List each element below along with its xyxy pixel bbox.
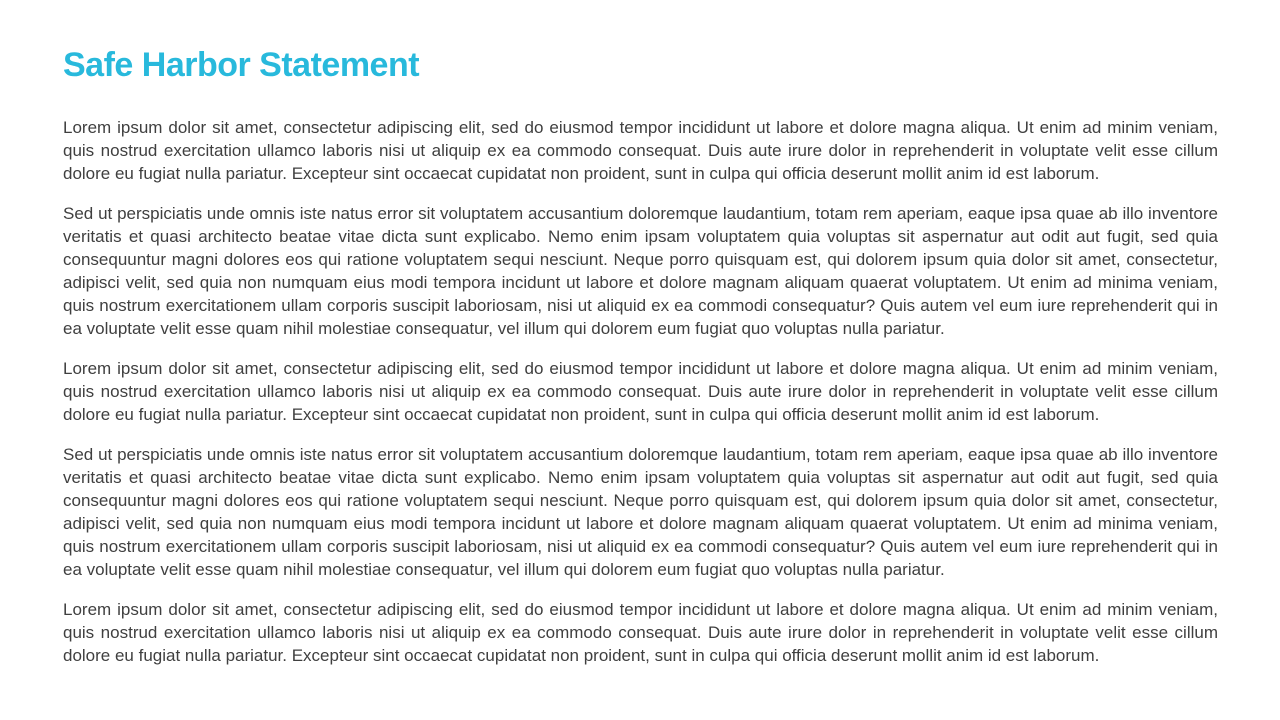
body-paragraph-2: Sed ut perspiciatis unde omnis iste natus error sit voluptatem accusantium doloremque laudantium, totam rem aperiam, eaque ipsa quae ab illo inventore veritatis et quasi architecto beatae vitae dicta sunt explicabo. Nemo enim ipsam voluptatem quia voluptas sit aspernatur aut odit aut fugit, sed quia consequuntur magni dolores eos qui ratione voluptatem sequi nesciunt. Neque porro quisquam est, qui dolorem ipsum quia dolor sit amet, consectetur, adipisci velit, sed quia non numquam eius modi tempora incidunt ut labore et dolore magnam aliquam quaerat voluptatem. Ut enim ad minima veniam, quis nostrum exercitationem ullam corporis suscipit laboriosam, nisi ut aliquid ex ea commodi consequatur? Quis autem vel eum iure reprehenderit qui in ea voluptate velit esse quam nihil molestiae consequatur, vel illum qui dolorem eum fugiat quo voluptas nulla pariatur. [63,204,1218,338]
body-paragraph-1: Lorem ipsum dolor sit amet, consectetur adipiscing elit, sed do eiusmod tempor incididunt ut labore et dolore magna aliqua. Ut enim ad minim veniam, quis nostrud exercitation ullamco laboris nisi ut aliquip ex ea commodo consequat. Duis aute irure dolor in reprehenderit in voluptate velit esse cillum dolore eu fugiat nulla pariatur. Excepteur sint occaecat cupidatat non proident, sunt in culpa qui officia deserunt mollit anim id est laborum. [63,118,1218,183]
slide-body-text [63,116,1218,667]
body-paragraph-4: Sed ut perspiciatis unde omnis iste natus error sit voluptatem accusantium doloremque laudantium, totam rem aperiam, eaque ipsa quae ab illo inventore veritatis et quasi architecto beatae vitae dicta sunt explicabo. Nemo enim ipsam voluptatem quia voluptas sit aspernatur aut odit aut fugit, sed quia consequuntur magni dolores eos qui ratione voluptatem sequi nesciunt. Neque porro quisquam est, qui dolorem ipsum quia dolor sit amet, consectetur, adipisci velit, sed quia non numquam eius modi tempora incidunt ut labore et dolore magnam aliquam quaerat voluptatem. Ut enim ad minima veniam, quis nostrum exercitationem ullam corporis suscipit laboriosam, nisi ut aliquid ex ea commodi consequatur? Quis autem vel eum iure reprehenderit qui in ea voluptate velit esse quam nihil molestiae consequatur, vel illum qui dolorem eum fugiat quo voluptas nulla pariatur. [63,445,1218,579]
body-paragraph-3: Lorem ipsum dolor sit amet, consectetur adipiscing elit, sed do eiusmod tempor incididunt ut labore et dolore magna aliqua. Ut enim ad minim veniam, quis nostrud exercitation ullamco laboris nisi ut aliquip ex ea commodo consequat. Duis aute irure dolor in reprehenderit in voluptate velit esse cillum dolore eu fugiat nulla pariatur. Excepteur sint occaecat cupidatat non proident, sunt in culpa qui officia deserunt mollit anim id est laborum. [63,359,1218,424]
body-paragraph-5: Lorem ipsum dolor sit amet, consectetur adipiscing elit, sed do eiusmod tempor incididunt ut labore et dolore magna aliqua. Ut enim ad minim veniam, quis nostrud exercitation ullamco laboris nisi ut aliquip ex ea commodo consequat. Duis aute irure dolor in reprehenderit in voluptate velit esse cillum dolore eu fugiat nulla pariatur. Excepteur sint occaecat cupidatat non proident, sunt in culpa qui officia deserunt mollit anim id est laborum. [63,600,1218,665]
slide-title: Safe Harbor Statement [63,46,420,84]
